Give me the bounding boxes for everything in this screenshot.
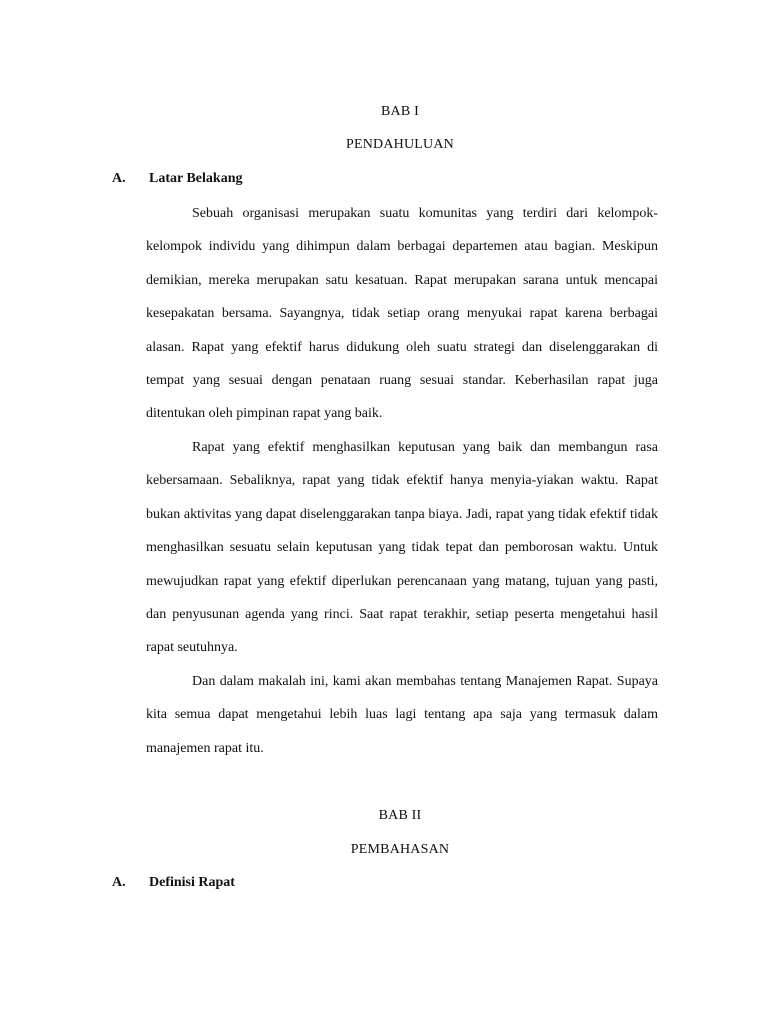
paragraph: Dan dalam makalah ini, kami akan membahas tentang Manajemen Rapat. Supaya kita semua dapat mengetahui lebih luas lagi tentang apa saja yang termasuk dalam manajemen rapat itu. [146, 674, 658, 756]
paragraph: Rapat yang efektif menghasilkan keputusan yang baik dan membangun rasa kebersamaan. Sebaliknya, rapat yang tidak efektif hanya menyia-yiakan waktu. Rapat bukan aktivitas yang dapat diselenggarakan tanpa biaya. Jadi, rapat yang tidak efektif tidak menghasilkan sesuatu selain keputusan yang tidak tepat dan pemborosan waktu. Untuk mewujudkan rapat yang efektif diperlukan perencanaan yang matang, tujuan yang pasti, dan penyusunan agenda yang rinci. Saat rapat terakhir, setiap peserta mengetahui hasil rapat seutuhnya. [146, 440, 658, 656]
paragraph: Sebuah organisasi merupakan suatu komunitas yang terdiri dari kelompok-kelompok individu yang dihimpun dalam berbagai departemen atau bagian. Meskipun demikian, mereka merupakan satu kesatuan. Rapat merupakan sarana untuk mencapai kesepakatan bersama. Sayangnya, tidak setiap orang menyukai rapat karena berbagai alasan. Rapat yang efektif harus didukung oleh suatu strategi dan diselenggarakan di tempat yang sesuai dengan penataan ruang sesuai standar. Keberhasilan rapat juga ditentukan oleh pimpinan rapat yang baik. [146, 206, 658, 422]
section-marker: A. [112, 171, 126, 186]
section-marker: A. [112, 875, 126, 890]
section-heading [112, 875, 235, 891]
section-title: Definisi Rapat [149, 875, 235, 890]
chapter-title: PEMBAHASAN [350, 842, 450, 857]
chapter-label: BAB II [378, 808, 422, 823]
chapter-title: PENDAHULUAN [346, 137, 454, 152]
section-heading [112, 171, 242, 187]
section-title: Latar Belakang [149, 171, 243, 186]
chapter-label: BAB I [381, 104, 419, 119]
